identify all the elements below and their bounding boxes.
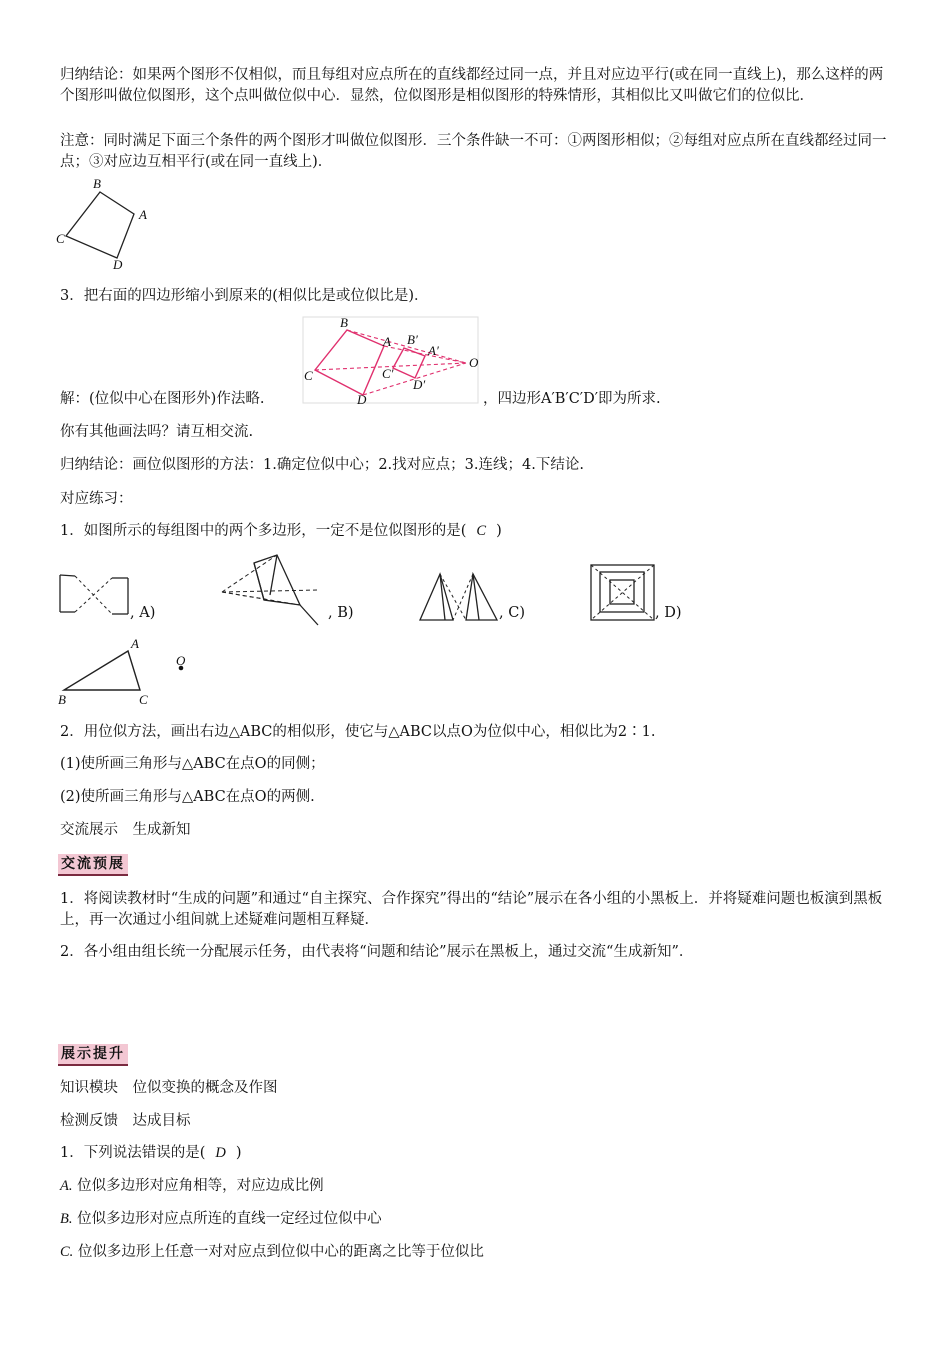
section-heading-exchange: 交流展示 生成新知 (60, 822, 191, 838)
question-1-answer: D (215, 1145, 226, 1161)
label-C: C (56, 231, 65, 246)
label-A: A (139, 207, 147, 222)
label-A: A (131, 636, 139, 651)
share-item-1: 1．将阅读教材时“生成的问题”和通过“自主探究、合作探究”得出的“结论”展示在各小组的小黑板上．并将疑难问题也板演到黑板上，再一次通过小组间就上述疑难问题相互释疑． (60, 891, 883, 928)
label-B-prime: B′ (407, 332, 418, 347)
exercise-2-part2: (2)使所画三角形与△ABC在点O的两侧. (60, 789, 315, 805)
label-B: B (93, 176, 101, 191)
question-1-stem: 1．下列说法错误的是( (60, 1145, 206, 1161)
exercise-2-part1: (1)使所画三角形与△ABC在点O的同侧； (60, 756, 325, 772)
share-item-2: 2．各小组由组长统一分配展示任务，由代表将“问题和结论”展示在黑板上，通过交流“生成新知”． (60, 944, 694, 960)
label-C-prime: C′ (382, 366, 394, 381)
option-a (60, 1176, 324, 1197)
badge-exchange-preview: 交流预展 (58, 854, 128, 876)
label-D: D (357, 392, 367, 407)
label-A-prime: A′ (428, 343, 439, 358)
solution-prefix: 解：(位似中心在图形外)作法略. (60, 391, 265, 407)
option-d-label: , D) (655, 605, 682, 621)
option-a-text: 位似多边形对应角相等，对应边成比例 (77, 1178, 324, 1194)
question-3: 3．把右面的四边形缩小到原来的(相似比是或位似比是)． (60, 288, 429, 304)
exercise-1-stem: 1．如图所示的每组图中的两个多边形，一定不是位似图形的是( (60, 523, 467, 539)
option-a-letter: A. (60, 1178, 73, 1194)
option-c-letter: C. (60, 1244, 74, 1260)
solution-suffix: ，四边形A′B′C′D′即为所求. (483, 391, 661, 407)
option-b (60, 1209, 382, 1230)
option-c-label: , C) (499, 605, 525, 621)
label-C: C (304, 368, 313, 383)
exercise-2: 2．用位似方法，画出右边△ABC的相似形，使它与△ABC以点O为位似中心，相似比为2∶1. (60, 724, 656, 740)
label-B: B (340, 315, 348, 330)
option-b-label: , B) (328, 605, 354, 621)
note-paragraph: 注意：同时满足下面三个条件的两个图形才叫做位似图形．三个条件缺一不可：①两图形相似；②每组对应点所在直线都经过同一点；③对应边互相平行(或在同一直线上)． (60, 133, 887, 170)
label-B: B (58, 692, 66, 707)
label-D-prime: D′ (413, 377, 426, 392)
ask-line: 你有其他画法吗？请互相交流. (60, 424, 254, 440)
option-b-letter: B. (60, 1211, 73, 1227)
option-c (60, 1242, 484, 1263)
badge-show-improve: 展示提升 (58, 1044, 128, 1066)
knowledge-module: 知识模块 位似变换的概念及作图 (60, 1080, 278, 1096)
question-1 (60, 1143, 242, 1164)
label-C: C (139, 692, 148, 707)
option-b-text: 位似多边形对应点所连的直线一定经过位似中心 (77, 1211, 382, 1227)
exercise-1-close: ) (496, 523, 502, 539)
option-c-text: 位似多边形上任意一对对应点到位似中心的距离之比等于位似比 (77, 1244, 484, 1260)
exercise-1-answer: C (476, 523, 487, 539)
label-D: D (113, 257, 123, 272)
check-feedback: 检测反馈 达成目标 (60, 1113, 191, 1129)
label-O: O (176, 653, 186, 668)
conclusion-paragraph: 归纳结论：如果两个图形不仅相似，而且每组对应点所在的直线都经过同一点，并且对应边平行(或在同一直线上)，那么这样的两个图形叫做位似图形，这个点叫做位似中心．显然，位似图形是相似图形的特殊情形，其相似比又叫做它们的位似比． (60, 67, 884, 104)
method-conclusion: 归纳结论：画位似图形的方法：1.确定位似中心；2.找对应点；3.连线；4.下结论. (60, 457, 584, 473)
option-a-label: , A) (130, 605, 156, 621)
question-1-close: ) (235, 1145, 242, 1161)
practice-heading: 对应练习： (60, 491, 133, 507)
label-O: O (469, 355, 479, 370)
label-A: A (383, 334, 391, 349)
